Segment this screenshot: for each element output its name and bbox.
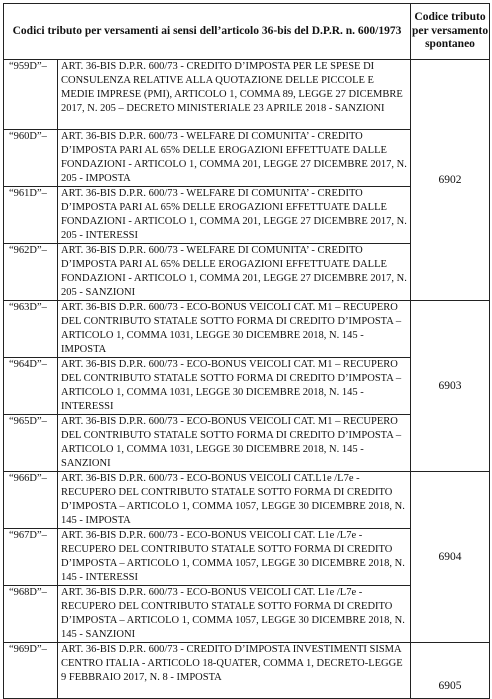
row-code: “965D”– [4,415,58,472]
row-description: ART. 36-BIS D.P.R. 600/73 - ECO-BONUS VEICOLI CAT. M1 – RECUPERO DEL CONTRIBUTO STATALE SOTTO FORMA DI CREDITO D’IMPOSTA – ARTICOLO 1, COMMA 1031, LEGGE 30 DICEMBRE 2018, N. 145 - INTERESSI [58,358,411,415]
header-spontaneous-code: Codice tributo per versamento spontaneo [411,4,490,60]
table-header-row [4,4,490,60]
row-code: “961D”– [4,187,58,244]
row-description: ART. 36-BIS D.P.R. 600/73 - CREDITO D’IMPOSTA INVESTIMENTI SISMA CENTRO ITALIA - ARTICOLO 18-QUATER, COMMA 1, DECRETO-LEGGE 9 FEBBRAIO 2017, N. 8 - IMPOSTA [58,643,411,699]
row-description: ART. 36-BIS D.P.R. 600/73 - WELFARE DI COMUNITA’ - CREDITO D’IMPOSTA PARI AL 65% DELLE EROGAZIONI EFFETTUATE DALLE FONDAZIONI - ARTICOLO 1, COMMA 201, LEGGE 27 DICEMBRE 2017, N. 205 - SANZIONI [58,244,411,301]
row-code: “960D”– [4,130,58,187]
row-code: “962D”– [4,244,58,301]
tax-codes-table [3,3,490,699]
row-code: “966D”– [4,472,58,529]
header-description: Codici tributo per versamenti ai sensi dell’articolo 36-bis del D.P.R. n. 600/1973 [4,4,411,60]
table-row [4,643,490,699]
table-row [4,472,490,529]
row-code: “963D”– [4,301,58,358]
row-description: ART. 36-BIS D.P.R. 600/73 - ECO-BONUS VEICOLI CAT. L1e /L7e - RECUPERO DEL CONTRIBUTO STATALE SOTTO FORMA DI CREDITO D’IMPOSTA – ARTICOLO 1, COMMA 1057, LEGGE 30 DICEMBRE 2018, N. 145 - INTERESSI [58,529,411,586]
row-description: ART. 36-BIS D.P.R. 600/73 - CREDITO D’IMPOSTA PER LE SPESE DI CONSULENZA RELATIVE ALLA QUOTAZIONE DELLE PICCOLE E MEDIE IMPRESE (PMI), ARTICOLO 1, COMMA 89, LEGGE 27 DICEMBRE 2017, N. 205 – DECRETO MINISTERIALE 23 APRILE 2018 - SANZIONI [58,60,411,130]
row-description: ART. 36-BIS D.P.R. 600/73 - WELFARE DI COMUNITA’ - CREDITO D’IMPOSTA PARI AL 65% DELLE EROGAZIONI EFFETTUATE DALLE FONDAZIONI - ARTICOLO 1, COMMA 201, LEGGE 27 DICEMBRE 2017, N. 205 - INTERESSI [58,187,411,244]
row-code: “959D”– [4,60,58,130]
spontaneous-code-cell: 6905 [411,643,490,699]
spontaneous-code-cell: 6903 [411,301,490,472]
table-row [4,301,490,358]
row-code: “969D”– [4,643,58,699]
table-row [4,60,490,130]
row-code: “967D”– [4,529,58,586]
spontaneous-code-cell: 6904 [411,472,490,643]
row-code: “968D”– [4,586,58,643]
row-description: ART. 36-BIS D.P.R. 600/73 - ECO-BONUS VEICOLI CAT. M1 – RECUPERO DEL CONTRIBUTO STATALE SOTTO FORMA DI CREDITO D’IMPOSTA – ARTICOLO 1, COMMA 1031, LEGGE 30 DICEMBRE 2018, N. 145 - IMPOSTA [58,301,411,358]
spontaneous-code-cell: 6902 [411,60,490,301]
row-description: ART. 36-BIS D.P.R. 600/73 - WELFARE DI COMUNITA’ - CREDITO D’IMPOSTA PARI AL 65% DELLE EROGAZIONI EFFETTUATE DALLE FONDAZIONI - ARTICOLO 1, COMMA 201, LEGGE 27 DICEMBRE 2017, N. 205 - IMPOSTA [58,130,411,187]
row-description: ART. 36-BIS D.P.R. 600/73 - ECO-BONUS VEICOLI CAT. M1 – RECUPERO DEL CONTRIBUTO STATALE SOTTO FORMA DI CREDITO D’IMPOSTA – ARTICOLO 1, COMMA 1031, LEGGE 30 DICEMBRE 2018, N. 145 - SANZIONI [58,415,411,472]
row-description: ART. 36-BIS D.P.R. 600/73 - ECO-BONUS VEICOLI CAT.L1e /L7e - RECUPERO DEL CONTRIBUTO STATALE SOTTO FORMA DI CREDITO D’IMPOSTA – ARTICOLO 1, COMMA 1057, LEGGE 30 DICEMBRE 2018, N. 145 - IMPOSTA [58,472,411,529]
row-code: “964D”– [4,358,58,415]
row-description: ART. 36-BIS D.P.R. 600/73 - ECO-BONUS VEICOLI CAT. L1e /L7e - RECUPERO DEL CONTRIBUTO STATALE SOTTO FORMA DI CREDITO D’IMPOSTA – ARTICOLO 1, COMMA 1057, LEGGE 30 DICEMBRE 2018, N. 145 - SANZIONI [58,586,411,643]
